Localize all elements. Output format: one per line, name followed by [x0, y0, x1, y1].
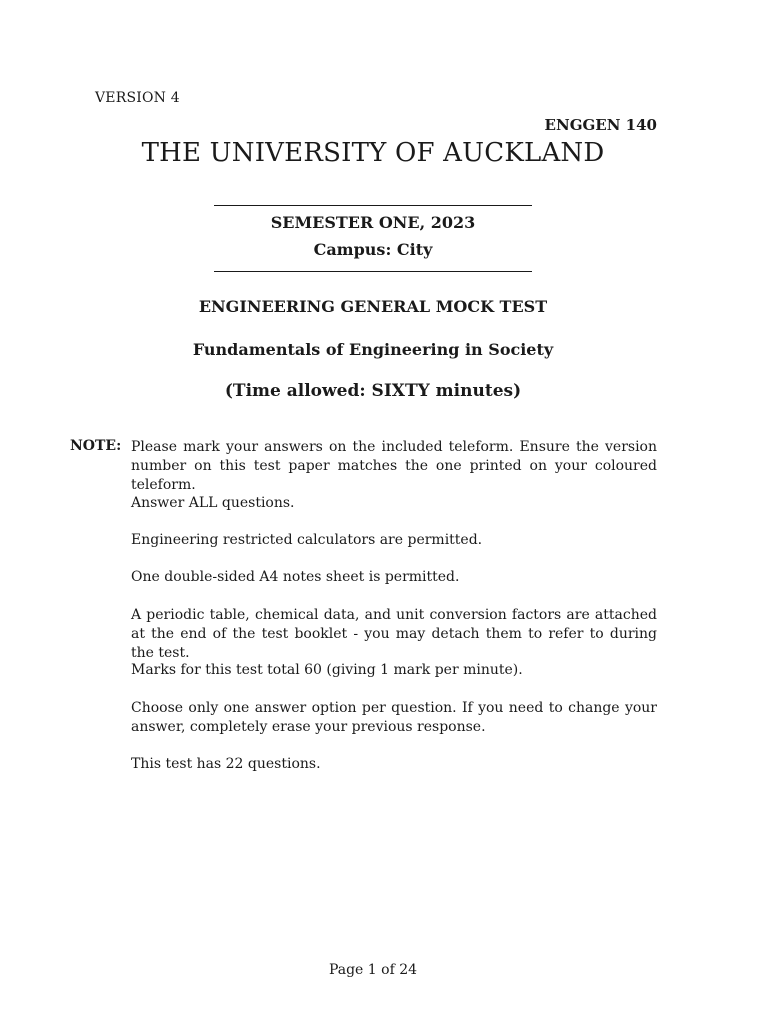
page-number: Page 1 of 24 [328, 962, 418, 978]
university-title: THE UNIVERSITY OF AUCKLAND [141, 138, 605, 168]
divider-bottom [214, 271, 532, 272]
divider-top [214, 205, 532, 206]
note-item: Please mark your answers on the included teleform. Ensure the version number on this test paper matches the one printed on your coloured teleform. [131, 439, 657, 493]
version-label: VERSION 4 [95, 90, 180, 106]
course-code: ENGGEN 140 [544, 116, 657, 134]
note-item: Marks for this test total 60 (giving 1 mark per minute). [131, 662, 523, 678]
test-subtitle: Fundamentals of Engineering in Society [192, 340, 554, 359]
note-item: Answer ALL questions. [131, 495, 295, 511]
test-name: ENGINEERING GENERAL MOCK TEST [198, 297, 548, 316]
time-allowed: (Time allowed: SIXTY minutes) [224, 381, 522, 401]
note-item: Choose only one answer option per question. If you need to change your answer, completely erase your previous response. [131, 700, 657, 735]
note-item: This test has 22 questions. [131, 756, 321, 772]
note-label: NOTE: [70, 438, 122, 454]
note-item: A periodic table, chemical data, and unit conversion factors are attached at the end of the test booklet - you may detach them to refer to during the test. [131, 607, 657, 661]
note-item: Engineering restricted calculators are permitted. [131, 532, 483, 548]
campus-label: Campus: City [313, 240, 433, 259]
note-item: One double-sided A4 notes sheet is permitted. [131, 569, 460, 585]
semester-label: SEMESTER ONE, 2023 [270, 213, 476, 232]
